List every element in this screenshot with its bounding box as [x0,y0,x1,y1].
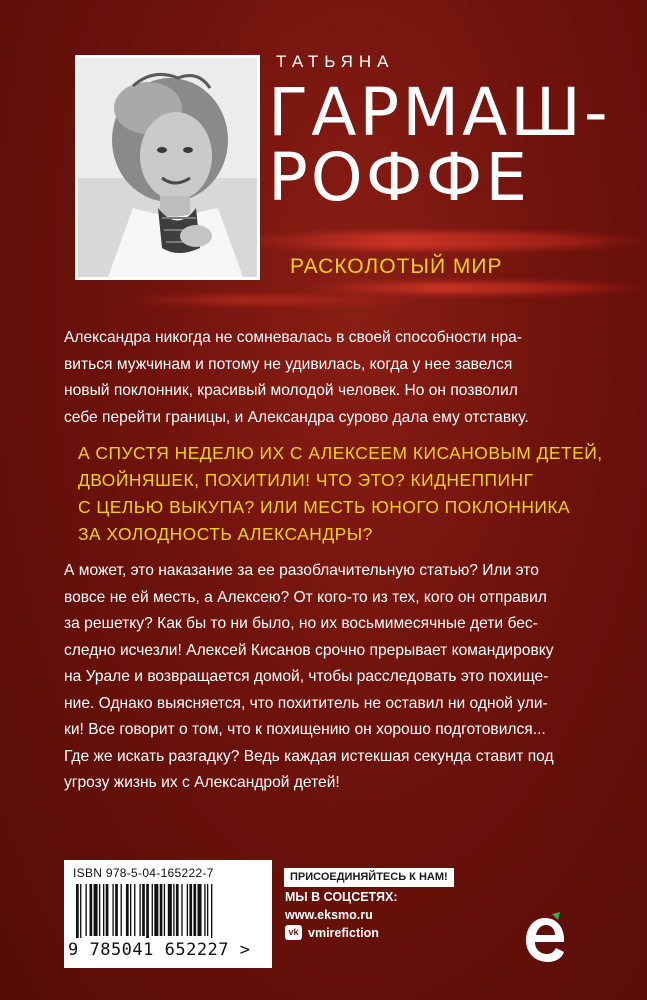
barcode [76,884,260,938]
text-line: угрозу жизнь их с Александрой детей! [64,774,340,791]
vk-link[interactable] [285,925,379,940]
text-line: А может, это наказание за ее разоблачительную статью? Или это [64,562,539,579]
barcode-bar [152,884,153,936]
text-line: себе перейти границы, и Александра сурово дала ему отставку. [64,408,529,426]
barcode-bar [187,884,188,936]
text-line: следно исчезли! Алексей Кисанов срочно прерывает командировку [64,641,554,659]
barcode-bar [193,884,196,936]
intro-paragraph [64,325,584,431]
barcode-bar [164,884,165,936]
highlight-line: С ЦЕЛЬЮ ВЫКУПА? ИЛИ МЕСТЬ ЮНОГО ПОКЛОННИКА [78,497,571,517]
barcode-bar [80,884,81,938]
barcode-bar [176,884,179,936]
barcode-bar [198,884,202,936]
highlight-line: ДВОЙНЯШЕК, ПОХИТИЛИ! ЧТО ЭТО? КИДНЕППИНГ [78,470,534,490]
publisher-logo-icon [522,912,568,968]
barcode-bar [130,884,131,936]
barcode-bar [94,884,98,936]
barcode-bar [207,884,208,936]
barcode-bar [126,884,129,936]
paint-streak [300,282,647,294]
author-last-name-line-2: РОФФЕ [268,139,531,216]
isbn-label: ISBN 978-5-04-165222-7 [73,866,214,880]
barcode-bar [90,884,93,936]
barcode-bar [85,884,86,936]
text-line: ки! Все говорит о том, что к похищению он хорошо подготовился... [64,721,546,738]
publisher-website-link[interactable]: www.eksmo.ru [285,908,373,922]
text-line: Александра никогда не сомневалась в своей способности нра- [64,329,522,346]
barcode-bar [168,884,172,936]
barcode-bar [106,884,109,936]
barcode-bar [154,884,158,936]
barcode-bar [103,884,104,936]
author-photo [75,55,260,280]
barcode-bar [146,884,149,938]
barcode-bar [139,884,140,936]
text-line: на Урале и возвращается домой, чтобы расследовать это похище- [64,668,549,685]
barcode-bar [181,884,182,936]
barcode-bar [76,884,79,938]
barcode-bar [121,884,122,936]
highlight-line: ЗА ХОЛОДНОСТЬ АЛЕКСАНДРЫ? [78,524,373,544]
author-first-name: ТАТЬЯНА [276,52,395,71]
vk-handle: vmirefiction [308,925,379,940]
highlight-paragraph [78,440,618,548]
text-line: виться мужчинам и потому не удивилась, когда у нее завелся [64,355,513,373]
barcode-digits: 9 785041 652227 > [68,940,251,960]
isbn-barcode-box [64,860,272,968]
book-title: РАСКОЛОТЫЙ МИР [290,255,503,278]
barcode-bar [112,884,113,936]
author-portrait-illustration [78,58,257,277]
barcode-bar [204,884,205,936]
highlight-line: А СПУСТЯ НЕДЕЛЮ ИХ С АЛЕКСЕЕМ КИСАНОВЫМ ДЕТЕЙ, [78,443,603,463]
text-line: вовсе не ей месть, а Алексею? От кого-то из тех, кого он отправил [64,588,547,606]
barcode-bar [142,884,145,936]
barcode-bar [173,884,174,936]
barcode-bar [134,884,135,936]
text-line: за решетку? Как бы то ни было, но их восьмимесячные дети бес- [64,615,538,632]
join-us-badge: ПРИСОЕДИНЯЙТЕСЬ К НАМ! [284,868,454,887]
paint-streak [230,232,647,250]
text-line: ние. Однако выясняется, что похититель не оставил ни одной ули- [64,694,548,712]
paint-streak [120,295,420,305]
barcode-bar [160,884,163,936]
social-networks-label: МЫ В СОЦСЕТЯХ: [285,890,398,904]
barcode-bar [189,884,192,936]
vk-icon: vk [285,925,302,940]
body-paragraph [64,558,584,797]
text-line: новый поклонник, красивый молодой человек. Но он позволил [64,382,518,399]
text-line: Где же искать разгадку? Ведь каждая истекшая секунда ставит под [64,747,554,765]
barcode-bar [211,884,212,938]
author-last-name-line-1: ГАРМАШ- [268,74,611,151]
barcode-bar [99,884,100,936]
barcode-bar [115,884,118,936]
